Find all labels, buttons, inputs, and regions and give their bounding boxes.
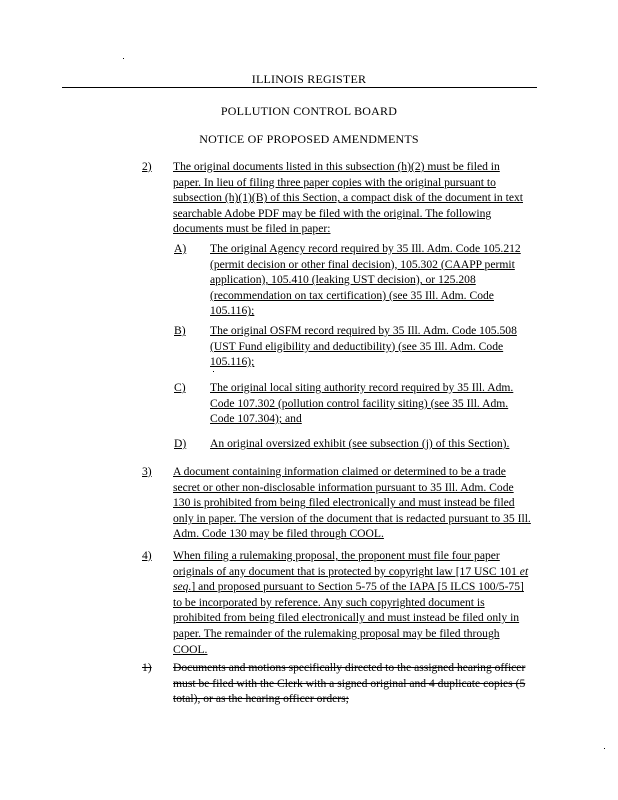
item-label: 1) [142, 661, 152, 674]
scan-speck [123, 58, 124, 59]
notice-title: NOTICE OF PROPOSED AMENDMENTS [199, 132, 419, 146]
item-text: The original documents listed in this subsection (h)(2) must be filed in paper. In lieu of filing three paper copies with the original pursuant to subsection (h)(1)(B) of this Section, a compact disk of the document in text searchable Adobe PDF may be filed with the original. The following documents must be filed in paper: [173, 160, 523, 236]
item-text: Documents and motions specifically directed to the assigned hearing officer must be filed with the Clerk with a signed original and 4 duplicate copies (5 total), or as the hearing officer orders; [173, 661, 526, 706]
item-text: The original OSFM record required by 35 Ill. Adm. Code 105.508 (UST Fund eligibility and deductibility) (see 35 Ill. Adm. Code 105.116); [210, 324, 517, 369]
board-name: POLLUTION CONTROL BOARD [220, 104, 398, 118]
scan-speck [213, 371, 214, 372]
item-label: 4) [142, 549, 152, 562]
item-text [173, 548, 532, 657]
item-text: The original Agency record required by 35 Ill. Adm. Code 105.212 (permit decision or other final decision), 105.302 (CAAPP permit application), 105.410 (leaking UST decision), or 125.208 (recommendation on tax certification) (see 35 Ill. Adm. Code 105.116); [210, 242, 521, 318]
item-label: B) [174, 324, 186, 337]
item-label: C) [174, 381, 186, 394]
register-title: ILLINOIS REGISTER [251, 72, 367, 86]
item-label: 2) [142, 160, 152, 173]
item-text: The original local siting authority record required by 35 Ill. Adm. Code 107.302 (pollution control facility siting) (see 35 Ill. Adm. Code 107.304); and [210, 381, 514, 426]
item-text-part: ] and proposed pursuant to Section 5-75 of the IAPA [5 ILCS 100/5-75] to be incorporated by reference. Any such copyrighted document is prohibited from being filed electronically and must instead be filed only in paper. The remainder of the rulemaking proposal may be filed through COOL. [173, 580, 524, 656]
item-label: A) [174, 242, 187, 255]
item-text: An original oversized exhibit (see subsection (j) of this Section). [210, 437, 510, 450]
item-text: A document containing information claimed or determined to be a trade secret or other non-disclosable information pursuant to 35 Ill. Adm. Code 130 is prohibited from being filed electronically and must instead be filed only in paper. The version of the document that is redacted pursuant to 35 Ill. Adm. Code 130 may be filed through COOL. [173, 465, 531, 541]
item-text-italic: et seq. [173, 564, 529, 594]
item-text-part: When filing a rulemaking proposal, the proponent must file four paper originals of any document that is protected by copyright law [17 USC 101 [173, 549, 520, 578]
scan-speck [604, 748, 605, 749]
item-label: 3) [142, 465, 152, 478]
header-rule [62, 87, 537, 88]
item-label: D) [174, 437, 187, 450]
